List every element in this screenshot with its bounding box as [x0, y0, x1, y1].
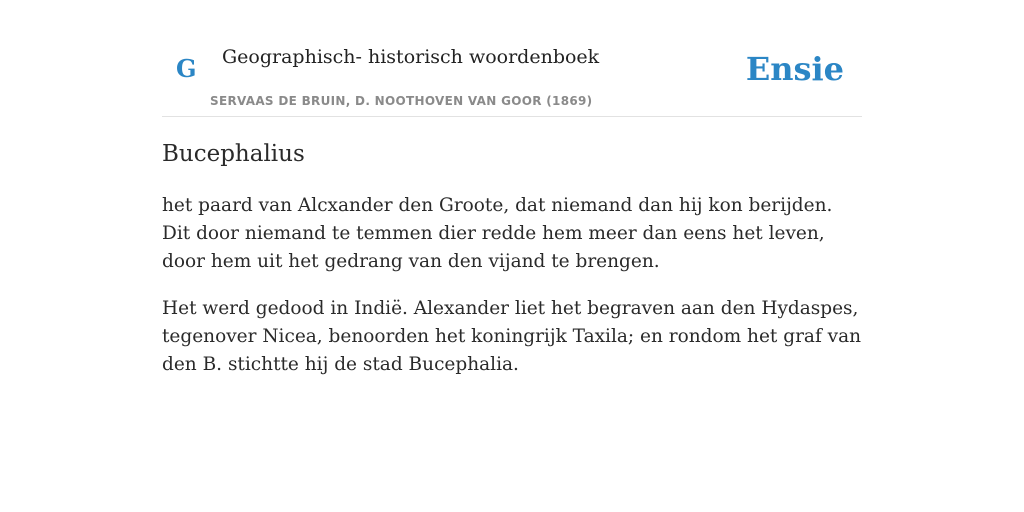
entry-paragraph: het paard van Alcxander den Groote, dat niemand dan hij kon berijden. Dit door niemand te temmen dier redde hem meer dan eens het leven, door hem uit het gedrang van den vijand te brengen. [162, 195, 833, 272]
entry-content [162, 138, 862, 379]
entry-paragraph: Het werd gedood in Indië. Alexander liet het begraven aan den Hydaspes, tegenover Nicea, benoorden het koningrijk Taxila; en rondom het graf van den B. stichtte hij de stad Bucephalia. [162, 298, 862, 375]
ensie-logo-link[interactable]: Ensie [745, 50, 844, 88]
book-header [162, 36, 862, 117]
book-title-link[interactable]: Geographisch- historisch woordenboek [222, 46, 600, 68]
book-letter-link[interactable]: G [176, 54, 197, 83]
entry-title: Bucephalius [162, 141, 305, 167]
book-author: SERVAAS DE BRUIN, D. NOOTHOVEN VAN GOOR (1869) [210, 94, 593, 108]
entry-body [162, 192, 862, 379]
